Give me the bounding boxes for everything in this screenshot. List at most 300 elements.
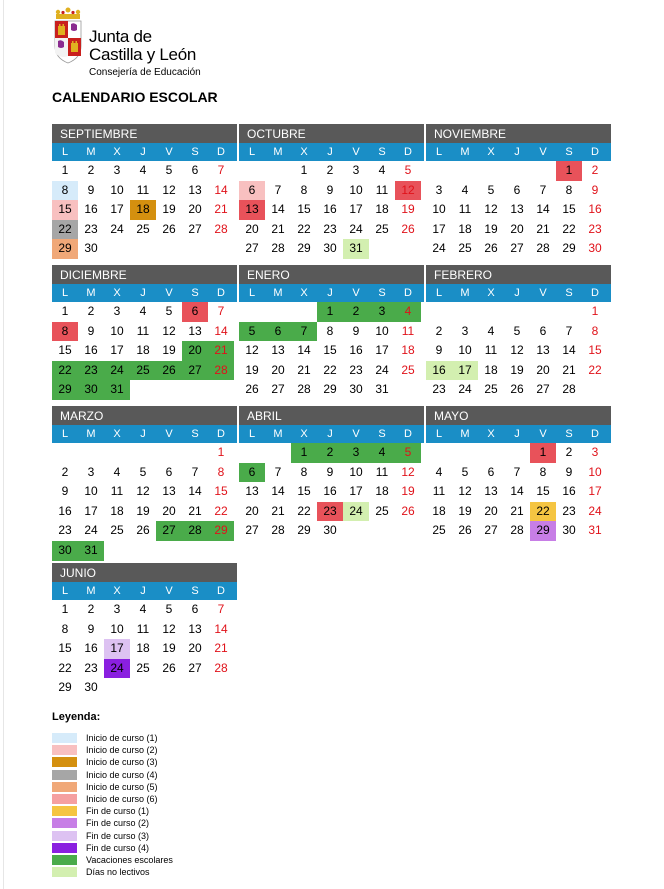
day-cell: 25 [401,362,415,377]
legend-label: Inicio de curso (1) [86,733,158,743]
day-cell: 17 [349,202,363,217]
weekday-bar [239,425,424,443]
day-cell: 3 [591,445,599,459]
empty-cell [52,443,78,463]
weekday-label: L [61,146,69,158]
day-cell: 2 [61,464,69,479]
weekday-label: M [273,287,283,299]
day-cell: 25 [484,382,498,397]
empty-cell [556,302,582,322]
page-border [3,0,4,889]
weekday-label: J [140,585,146,597]
day-cell: 12 [136,484,150,499]
weekday-label: J [327,428,333,440]
weekday-label: X [487,287,495,299]
day-cell: 15 [58,641,72,656]
legend-swatch [52,818,77,828]
day-grid [426,302,611,400]
weekday-label: D [404,287,412,299]
day-cell: 23 [78,361,104,381]
day-cell: 7 [539,182,547,197]
weekday-label: J [140,287,146,299]
day-cell: 14 [214,323,228,338]
day-cell: 12 [484,202,498,217]
day-cell: 17 [110,202,124,217]
day-cell: 19 [162,202,176,217]
weekday-label: J [327,146,333,158]
day-cell: 21 [188,503,202,518]
day-cell: 26 [401,503,415,518]
day-cell: 23 [432,382,446,397]
day-grid [52,443,237,561]
day-cell: 7 [565,323,573,338]
day-cell: 7 [217,163,225,177]
legend-swatch [52,757,77,767]
day-cell: 9 [87,182,95,197]
day-cell: 22 [530,502,556,522]
weekday-label: D [217,146,225,158]
day-cell: 18 [432,503,446,518]
day-cell: 23 [84,221,98,236]
weekday-label: J [514,146,520,158]
day-cell: 17 [104,639,130,659]
day-cell: 18 [375,202,389,217]
day-cell: 30 [84,241,98,256]
day-cell: 11 [375,464,389,479]
day-cell: 13 [188,182,202,197]
day-cell: 24 [84,523,98,538]
day-grid [239,161,424,259]
weekday-label: S [191,585,199,597]
day-grid [52,600,237,698]
day-cell: 12 [245,343,259,358]
day-cell: 2 [343,302,369,322]
day-cell: 26 [484,241,498,256]
day-cell: 12 [162,323,176,338]
day-cell: 1 [291,443,317,463]
weekday-label: M [86,428,96,440]
empty-cell [504,161,530,181]
day-cell: 5 [395,443,421,463]
day-cell: 28 [214,660,228,675]
day-cell: 8 [326,323,334,338]
day-cell: 20 [510,221,524,236]
day-cell: 14 [214,621,228,636]
month-junio [52,563,237,698]
org-name-line1: Junta de [89,27,152,46]
month-name: ENERO [239,265,424,284]
empty-cell [426,443,452,463]
day-cell: 15 [58,343,72,358]
weekday-label: L [61,585,69,597]
empty-cell [291,302,317,322]
day-cell: 25 [458,241,472,256]
day-cell: 25 [375,503,389,518]
day-cell: 23 [588,221,602,236]
legend-swatch [52,770,77,780]
day-cell: 4 [435,464,443,479]
weekday-label: X [113,585,121,597]
day-cell: 21 [271,503,285,518]
day-cell: 8 [217,464,225,479]
day-cell: 5 [487,182,495,197]
weekday-label: X [487,146,495,158]
day-cell: 4 [113,464,121,479]
weekday-label: X [300,428,308,440]
day-cell: 13 [245,484,259,499]
day-cell: 23 [349,362,363,377]
day-cell: 26 [162,221,176,236]
weekday-label: D [591,428,599,440]
weekday-label: D [217,585,225,597]
month-mayo [426,406,611,541]
day-cell: 18 [484,362,498,377]
day-cell: 16 [426,361,452,381]
day-cell: 26 [245,382,259,397]
day-cell: 14 [271,484,285,499]
day-cell: 8 [591,323,599,338]
empty-cell [182,443,208,463]
month-name: MAYO [426,406,611,425]
junta-logo [50,6,210,78]
day-cell: 7 [217,304,225,318]
legend-label: Inicio de curso (3) [86,757,158,768]
day-cell: 12 [401,464,415,479]
day-cell: 15 [536,484,550,499]
day-cell: 28 [208,361,234,381]
legend-swatch [52,843,77,853]
empty-cell [478,302,504,322]
crown-icon [56,8,80,20]
day-cell: 27 [156,521,182,541]
day-cell: 7 [274,182,282,197]
day-cell: 24 [104,361,130,381]
weekday-label: L [61,428,69,440]
day-cell: 21 [214,641,228,656]
day-grid [426,443,611,541]
day-cell: 8 [539,464,547,479]
day-cell: 11 [375,182,389,197]
day-cell: 2 [591,163,599,177]
day-cell: 10 [110,621,124,636]
day-cell: 27 [536,382,550,397]
day-cell: 2 [435,323,443,338]
day-cell: 11 [401,323,415,338]
day-cell: 5 [461,464,469,479]
day-cell: 10 [349,464,363,479]
day-cell: 20 [245,221,259,236]
day-cell: 31 [78,541,104,561]
legend-swatch [52,855,77,865]
empty-cell [452,443,478,463]
day-cell: 20 [245,503,259,518]
weekday-label: S [378,287,386,299]
day-cell: 27 [245,241,259,256]
day-cell: 31 [343,239,369,259]
page-title: CALENDARIO ESCOLAR [52,89,218,105]
weekday-label: V [165,146,173,158]
day-cell: 30 [323,523,337,538]
weekday-label: D [217,428,225,440]
weekday-label: L [248,146,256,158]
day-cell: 17 [375,343,389,358]
day-cell: 27 [188,221,202,236]
empty-cell [78,443,104,463]
day-cell: 23 [58,523,72,538]
weekday-label: S [565,287,573,299]
legend-label: Inicio de curso (2) [86,745,158,756]
weekday-label: S [565,146,573,158]
day-cell: 13 [188,621,202,636]
day-cell: 22 [297,503,311,518]
weekday-label: S [378,146,386,158]
weekday-label: V [352,428,360,440]
day-cell: 26 [401,221,415,236]
day-cell: 15 [214,484,228,499]
day-cell: 8 [300,464,308,479]
day-cell: 17 [349,484,363,499]
day-cell: 19 [510,362,524,377]
day-cell: 12 [510,343,524,358]
weekday-label: L [248,428,256,440]
day-cell: 6 [513,182,521,197]
day-cell: 5 [165,602,173,616]
day-cell: 4 [369,443,395,463]
day-cell: 10 [84,484,98,499]
day-cell: 18 [136,343,150,358]
weekday-label: M [460,428,470,440]
day-cell: 19 [484,221,498,236]
weekday-bar [239,143,424,161]
day-cell: 2 [87,304,95,318]
day-cell: 30 [84,680,98,695]
day-grid [426,161,611,259]
day-cell: 12 [395,181,421,201]
day-cell: 31 [375,382,389,397]
weekday-label: X [300,146,308,158]
empty-cell [426,161,452,181]
day-cell: 23 [323,221,337,236]
day-cell: 28 [297,382,311,397]
day-cell: 4 [139,304,147,318]
day-cell: 29 [208,521,234,541]
weekday-label: X [113,287,121,299]
day-cell: 21 [536,221,550,236]
day-cell: 11 [136,182,150,197]
day-cell: 23 [84,660,98,675]
day-cell: 24 [349,221,363,236]
day-cell: 16 [84,202,98,217]
day-cell: 20 [188,641,202,656]
day-cell: 17 [432,221,446,236]
day-cell: 28 [214,221,228,236]
day-cell: 30 [323,241,337,256]
day-cell: 30 [78,380,104,400]
weekday-label: X [300,287,308,299]
day-cell: 17 [588,484,602,499]
weekday-label: X [487,428,495,440]
weekday-label: M [460,146,470,158]
weekday-label: V [539,428,547,440]
weekday-label: J [140,428,146,440]
day-cell: 21 [562,362,576,377]
day-cell: 6 [487,464,495,479]
weekday-label: V [539,146,547,158]
day-cell: 14 [214,182,228,197]
weekday-label: L [435,287,443,299]
empty-cell [265,443,291,463]
month-name: NOVIEMBRE [426,124,611,143]
day-grid [52,302,237,400]
day-cell: 15 [297,484,311,499]
weekday-label: M [86,287,96,299]
day-cell: 28 [510,523,524,538]
day-cell: 9 [435,343,443,358]
weekday-label: S [191,428,199,440]
day-cell: 13 [536,343,550,358]
day-cell: 16 [349,343,363,358]
weekday-label: V [165,287,173,299]
day-cell: 18 [401,343,415,358]
day-cell: 27 [510,241,524,256]
empty-cell [426,302,452,322]
weekday-bar [239,284,424,302]
day-cell: 10 [458,343,472,358]
day-cell: 2 [565,445,573,459]
day-cell: 5 [165,163,173,177]
day-cell: 13 [162,484,176,499]
day-cell: 27 [245,523,259,538]
day-cell: 15 [588,343,602,358]
legend-label: Inicio de curso (6) [86,793,158,804]
weekday-bar [52,582,237,600]
day-cell: 17 [452,361,478,381]
weekday-label: V [165,585,173,597]
day-cell: 8 [52,181,78,201]
day-cell: 28 [271,523,285,538]
weekday-label: D [217,287,225,299]
day-cell: 4 [378,163,386,177]
day-cell: 21 [271,221,285,236]
month-name: MARZO [52,406,237,425]
day-cell: 4 [395,302,421,322]
day-cell: 27 [271,382,285,397]
day-cell: 18 [130,200,156,220]
day-cell: 13 [239,200,265,220]
weekday-label: V [352,146,360,158]
coat-of-arms-icon [52,6,84,66]
day-cell: 4 [139,602,147,616]
day-cell: 13 [271,343,285,358]
day-cell: 18 [458,221,472,236]
day-cell: 29 [52,380,78,400]
day-cell: 27 [182,361,208,381]
day-cell: 5 [165,304,173,318]
month-name: FEBRERO [426,265,611,284]
weekday-bar [52,143,237,161]
weekday-label: J [514,287,520,299]
legend-swatch [52,745,77,755]
month-diciembre [52,265,237,400]
day-cell: 10 [432,202,446,217]
weekday-label: D [404,146,412,158]
day-cell: 19 [401,484,415,499]
day-cell: 3 [343,443,369,463]
weekday-label: M [86,146,96,158]
day-cell: 3 [461,323,469,338]
day-cell: 25 [375,221,389,236]
weekday-label: D [591,146,599,158]
day-cell: 12 [162,621,176,636]
day-grid [52,161,237,259]
day-cell: 10 [110,323,124,338]
day-cell: 26 [510,382,524,397]
day-cell: 25 [136,660,150,675]
weekday-label: M [273,428,283,440]
legend-label: Vacaciones escolares [86,854,173,865]
weekday-label: D [591,287,599,299]
weekday-bar [426,425,611,443]
day-cell: 1 [61,163,69,177]
day-cell: 27 [188,660,202,675]
weekday-label: V [352,287,360,299]
empty-cell [239,302,265,322]
day-cell: 3 [435,182,443,197]
month-name: ABRIL [239,406,424,425]
day-cell: 16 [84,343,98,358]
day-cell: 6 [239,463,265,483]
weekday-label: M [273,146,283,158]
day-cell: 24 [588,503,602,518]
day-cell: 22 [588,362,602,377]
day-cell: 29 [297,241,311,256]
day-cell: 22 [323,362,337,377]
weekday-label: L [248,287,256,299]
weekday-label: X [113,146,121,158]
day-cell: 29 [58,680,72,695]
day-cell: 6 [239,181,265,201]
day-cell: 7 [291,322,317,342]
day-cell: 4 [461,182,469,197]
day-cell: 2 [87,602,95,616]
day-cell: 7 [217,602,225,616]
weekday-label: S [191,146,199,158]
day-cell: 19 [401,202,415,217]
day-cell: 12 [162,182,176,197]
legend-label: Fin de curso (3) [86,830,150,841]
empty-cell [265,302,291,322]
day-cell: 16 [588,202,602,217]
empty-cell [130,443,156,463]
day-cell: 20 [536,362,550,377]
day-cell: 1 [530,443,556,463]
day-cell: 14 [271,202,285,217]
day-cell: 8 [52,322,78,342]
day-cell: 16 [562,484,576,499]
day-cell: 3 [113,163,121,177]
day-cell: 15 [562,202,576,217]
org-name-line2: Castilla y León [89,45,197,64]
empty-cell [452,302,478,322]
day-cell: 9 [326,464,334,479]
day-cell: 24 [375,362,389,377]
day-cell: 25 [130,361,156,381]
day-cell: 10 [110,182,124,197]
weekday-label: L [61,287,69,299]
day-cell: 30 [349,382,363,397]
weekday-bar [426,284,611,302]
month-febrero [426,265,611,400]
